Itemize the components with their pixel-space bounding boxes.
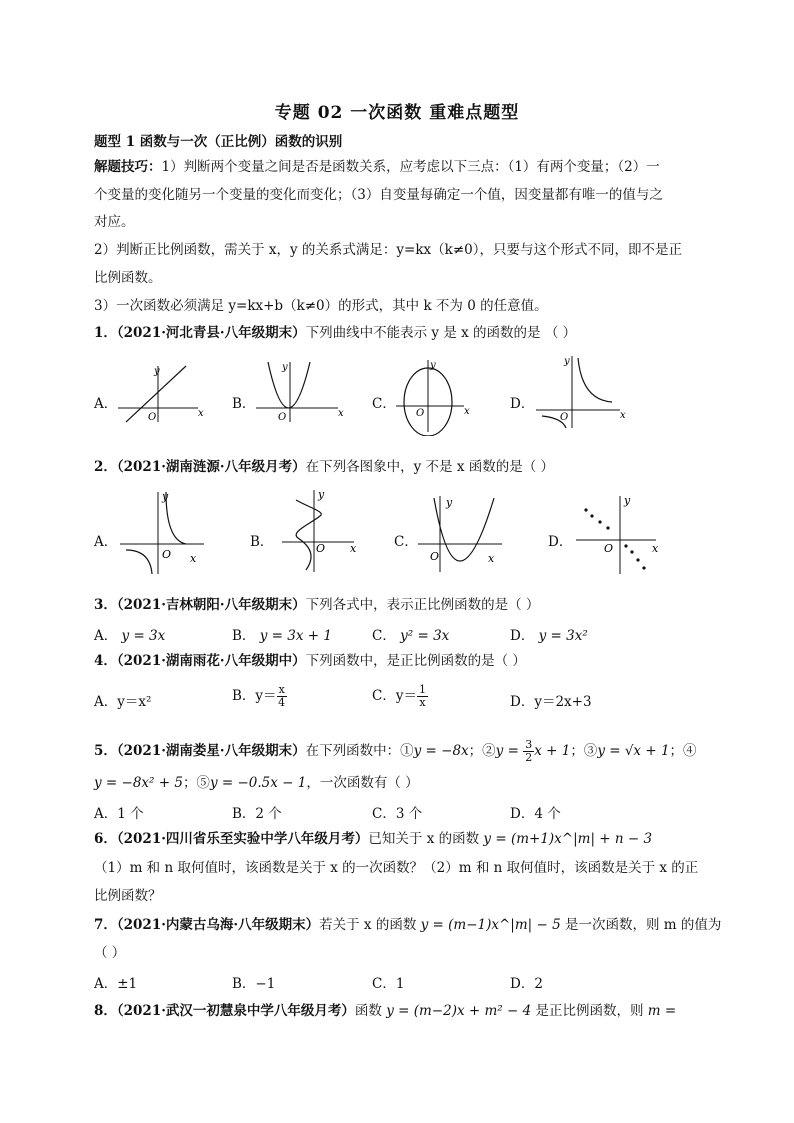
- q1-option-d-label: D．: [510, 396, 535, 412]
- q7-option-b: B．−1: [232, 976, 276, 992]
- q2-graph-a: [116, 486, 214, 578]
- svg-text:O: O: [416, 408, 425, 419]
- svg-text:x: x: [620, 410, 626, 421]
- question-6: 6．（2021·四川省乐至实验中学八年级月考）已知关于 x 的函数 y = (m+1)x^|m| + n − 3: [94, 831, 653, 847]
- svg-text:y: y: [446, 496, 453, 509]
- svg-text:O: O: [560, 412, 569, 423]
- q1-option-b-label: B．: [232, 396, 256, 412]
- svg-text:y: y: [624, 494, 631, 507]
- svg-text:O: O: [162, 548, 172, 561]
- tip-line-3: 对应。: [94, 214, 135, 230]
- question-8: 8．（2021·武汉一初慧泉中学八年级月考）函数 y = (m−2)x + m² − 4 是正比例函数，则 m =: [94, 1003, 677, 1019]
- svg-text:x: x: [488, 552, 495, 565]
- tip-line-4: 2）判断正比例函数，需关于 x，y 的关系式满足：y=kx（k≠0），只要与这个形式不同，即不是正: [94, 242, 682, 258]
- svg-text:y: y: [282, 362, 288, 373]
- q3-option-c: C． y² = 3x: [372, 628, 450, 644]
- q5-option-a: A．1 个: [94, 806, 144, 822]
- svg-text:O: O: [316, 542, 326, 555]
- q5-option-c: C．3 个: [372, 806, 423, 822]
- svg-text:x: x: [652, 542, 659, 555]
- q7-option-a: A．±1: [94, 976, 138, 992]
- svg-text:x: x: [464, 406, 470, 417]
- question-6-line-3: 比例函数？: [94, 888, 162, 904]
- question-1: 1．（2021·河北青县·八年级期末）下列曲线中不能表示 y 是 x 的函数的是 （ ）: [94, 325, 577, 341]
- svg-text:O: O: [278, 412, 287, 423]
- q4-fraction-c: $\frac{1}{x}$: [418, 683, 426, 709]
- q5-option-b: B．2 个: [232, 806, 282, 822]
- q4-option-b: B．y＝ $\frac{x}{4}$: [232, 683, 286, 709]
- question-7: 7．（2021·内蒙古乌海·八年级期末）若关于 x 的函数 y = (m−1)x^|m| − 5 是一次函数，则 m 的值为: [94, 917, 722, 933]
- svg-text:y: y: [564, 356, 570, 367]
- tip-line-5: 比例函数。: [94, 270, 162, 286]
- svg-text:O: O: [430, 550, 440, 563]
- q7-option-c: C．1: [372, 976, 405, 992]
- q2-option-c-label: C．: [394, 534, 418, 550]
- svg-text:y: y: [430, 360, 436, 371]
- svg-text:y: y: [318, 488, 325, 501]
- question-6-line-2: （1）m 和 n 取何值时，该函数是关于 x 的一次函数？（2）m 和 n 取何值时，该函数是关于 x 的正: [94, 860, 699, 876]
- q2-option-b-label: B．: [250, 534, 274, 550]
- question-2: 2．（2021·湖南涟源·八年级月考）在下列各图象中，y 不是 x 函数的是（ ）: [94, 459, 555, 475]
- q1-option-c-label: C．: [372, 396, 396, 412]
- q3-option-d: D． y = 3x²: [510, 628, 588, 644]
- q1-option-a-label: A．: [94, 396, 118, 412]
- q1-graph-b: [254, 356, 350, 426]
- question-4: 4．（2021·湖南雨花·八年级期中）下列函数中，是正比例函数的是（ ）: [94, 653, 526, 669]
- svg-text:x: x: [338, 408, 344, 419]
- q4-option-d: D．y＝2x+3: [510, 694, 592, 710]
- q4-fraction-b: $\frac{x}{4}$: [278, 683, 286, 709]
- q2-option-d-label: D．: [548, 534, 573, 550]
- q3-option-b: B． y = 3x + 1: [232, 628, 332, 644]
- q4-option-a: A．y＝x²: [94, 694, 152, 710]
- q5-fraction: $\frac{3}{2}$: [525, 738, 533, 764]
- q2-graph-d: [572, 492, 668, 578]
- svg-text:x: x: [198, 408, 204, 419]
- q5-option-d: D．4 个: [510, 806, 561, 822]
- q3-option-a: A． y = 3x: [94, 628, 166, 644]
- q4-option-c: C．y＝ $\frac{1}{x}$: [372, 683, 426, 709]
- q3-options: [94, 624, 714, 644]
- svg-text:y: y: [154, 366, 160, 377]
- question-7-blank: （ ）: [94, 945, 126, 961]
- svg-text:O: O: [604, 542, 614, 555]
- q4-options: [94, 684, 714, 714]
- q1-graph-a: [114, 360, 210, 426]
- q2-option-a-label: A．: [94, 534, 118, 550]
- svg-text:y: y: [162, 490, 169, 503]
- question-5: 5．（2021·湖南娄星·八年级期末）在下列函数中：①y = −8x；②y = $\frac{3}{2}$ x + 1；③y = √x + 1；④: [94, 738, 697, 764]
- svg-text:x: x: [350, 542, 357, 555]
- svg-text:x: x: [190, 552, 197, 565]
- tip-line-6: 3）一次函数必须满足 y=kx+b（k≠0）的形式，其中 k 不为 0 的任意值。: [94, 298, 548, 314]
- question-5-cont: y = −8x² + 5；⑤y = −0.5x − 1，一次函数有（ ）: [94, 775, 419, 791]
- tip-line-2: 个变量的变化随另一个变量的变化而变化；（3）自变量每确定一个值，因变量都有唯一的值与之: [94, 187, 663, 203]
- q1-graph-d: [534, 352, 630, 432]
- q2-graph-c: [414, 492, 510, 578]
- q1-graph-c: [394, 356, 484, 436]
- q5-options: [94, 802, 714, 822]
- tip-line-1: 解题技巧：1）判断两个变量之间是否是函数关系，应考虑以下三点：（1）有两个变量；（2）一: [94, 159, 660, 175]
- q7-options: [94, 972, 714, 992]
- section-heading: 题型 1 函数与一次（正比例）函数的识别: [94, 134, 343, 150]
- q7-option-d: D．2: [510, 976, 543, 992]
- q2-graph-b: [276, 486, 370, 578]
- question-3: 3．（2021·吉林朝阳·八年级期末）下列各式中，表示正比例函数的是（ ）: [94, 597, 540, 613]
- page-title: 专题 02 一次函数 重难点题型: [274, 103, 520, 123]
- svg-text:O: O: [148, 412, 157, 423]
